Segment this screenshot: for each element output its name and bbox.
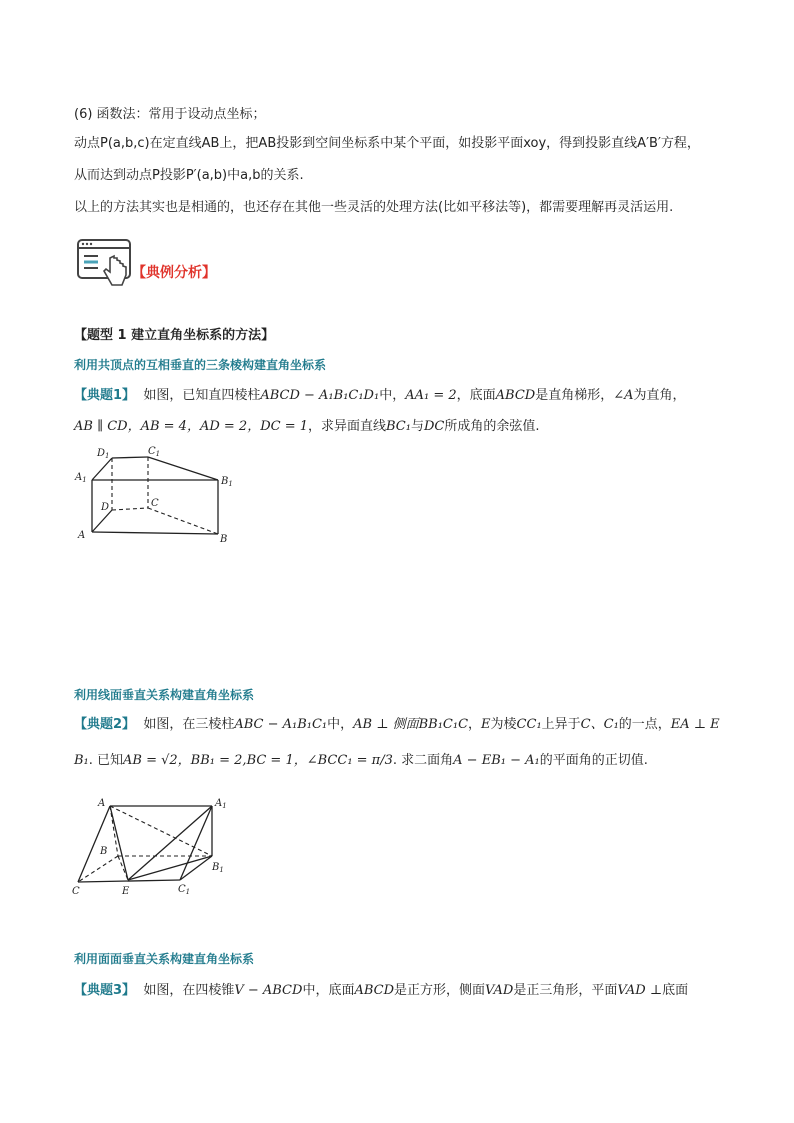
example1-dc: DC: [423, 419, 445, 434]
example2-ea-perp: EA ⊥ E: [670, 717, 720, 732]
fig2-label-c1: $C_1$: [178, 884, 191, 896]
fig2-label-a1: $A_1$: [215, 798, 227, 810]
example1-line1: [74, 387, 686, 405]
hand-pointer-window-icon: [74, 236, 136, 292]
example1-and: 与: [410, 419, 424, 434]
section6-line3: 从而达到动点P投影P′(a,b)中a,b的关系.: [74, 168, 304, 183]
example2-text-g: 为棱: [490, 717, 517, 732]
example1-tag: 【典题1】: [74, 388, 136, 403]
fig2-label-c: C: [72, 886, 80, 897]
example1-text2: 是直角梯形，: [535, 388, 614, 403]
example1-bc1: BC₁: [386, 419, 411, 434]
fig1-label-b: B: [220, 534, 228, 545]
example1-aa1: AA₁ = 2: [405, 388, 457, 403]
example2-line2: [74, 752, 648, 770]
example1-abcd: ABCD: [495, 388, 536, 403]
section6-line4: 以上的方法其实也是相通的，也还存在其他一些灵活的处理方法(比如平移法等)，都需要理解再灵活运用.: [74, 200, 674, 215]
example3-text-i: 底面: [662, 983, 689, 998]
example3-vad-perp: VAD ⊥: [617, 983, 663, 998]
example1-prism: ABCD − A₁B₁C₁D₁: [260, 388, 380, 403]
subheading-2: 利用线面垂直关系构建直角坐标系: [74, 688, 255, 702]
type1-heading: 【题型 1 建立直角坐标系的方法】: [74, 328, 275, 343]
figure-prism-2: [66, 790, 236, 900]
example1-ask: ，求异面直线: [308, 419, 387, 434]
example2-line1: [74, 716, 720, 734]
example1-text3: 为直角，: [633, 388, 686, 403]
subheading-1: 利用共顶点的互相垂直的三条棱构建直角坐标系: [74, 358, 327, 372]
example2-b1: B₁: [74, 753, 89, 768]
subheading-3: 利用面面垂直关系构建直角坐标系: [74, 952, 255, 966]
fig1-label-b1: $B_1$: [221, 476, 233, 488]
example-banner: [74, 236, 274, 292]
example2-tag: 【典题2】: [74, 717, 136, 732]
fig1-label-a1: $A_1$: [75, 472, 87, 484]
fig2-label-e: E: [122, 886, 130, 897]
fig1-label-d1: $D_1$: [97, 448, 110, 460]
example3-tag: 【典题3】: [74, 983, 136, 998]
example1-line2: [74, 418, 540, 436]
example2-text-i: 上异于: [541, 717, 581, 732]
example1-text1: ，底面: [456, 388, 496, 403]
fig2-label-b: B: [100, 846, 108, 857]
example3-vad: VAD: [485, 983, 514, 998]
example3-abcd: ABCD: [354, 983, 395, 998]
example2-text-e: ，: [468, 717, 482, 732]
example1-end: 所成角的余弦值.: [444, 419, 540, 434]
example2-ask: . 求二面角: [392, 753, 454, 768]
example3-pyramid: V − ABCD: [234, 983, 303, 998]
example1-mid: 中，: [379, 388, 406, 403]
example3-text-a: 如图，在四棱锥: [143, 983, 235, 998]
section6-line1: (6) 函数法：常用于设动点坐标；: [74, 107, 266, 122]
example2-text-c: 中，: [327, 717, 354, 732]
fig1-label-d: D: [101, 502, 110, 513]
example2-perp: AB ⊥ 侧面BB₁C₁C: [353, 717, 469, 732]
example1-intro: 如图，已知直四棱柱: [143, 388, 261, 403]
example2-known: . 已知: [88, 753, 124, 768]
fig1-label-c1: $C_1$: [148, 446, 161, 458]
fig1-label-c: C: [151, 498, 159, 509]
example1-conditions: AB ∥ CD，AB = 4，AD = 2，DC = 1: [74, 419, 308, 434]
example2-dihedral: A − EB₁ − A₁: [453, 753, 540, 768]
example2-prism: ABC − A₁B₁C₁: [234, 717, 328, 732]
example3-line1: [74, 982, 688, 1000]
fig2-label-b1: $B_1$: [212, 862, 224, 874]
example2-text-k: 的一点，: [618, 717, 671, 732]
example2-text-a: 如图，在三棱柱: [143, 717, 235, 732]
banner-label: 【典例分析】: [132, 265, 216, 281]
fig2-label-a: A: [98, 798, 106, 809]
section6-line2: 动点P(a,b,c)在定直线AB上，把AB投影到空间坐标系中某个平面，如投影平面xoy，得到投影直线A′B′方程，: [74, 136, 700, 151]
example1-angle-a: ∠A: [613, 388, 634, 403]
example3-text-g: 是正三角形，平面: [513, 983, 618, 998]
example2-end: 的平面角的正切值.: [539, 753, 648, 768]
example3-text-c: 中，底面: [302, 983, 355, 998]
example2-cc1: CC₁: [516, 717, 542, 732]
fig1-label-a: A: [78, 530, 86, 541]
example2-values: AB = √2，BB₁ = 2,BC = 1，∠BCC₁ = π/3: [123, 753, 393, 768]
figure-prism-1: [70, 440, 250, 550]
example2-point-e: E: [481, 717, 491, 732]
example3-text-e: 是正方形，侧面: [394, 983, 486, 998]
example2-c-c1: C、C₁: [580, 717, 619, 732]
